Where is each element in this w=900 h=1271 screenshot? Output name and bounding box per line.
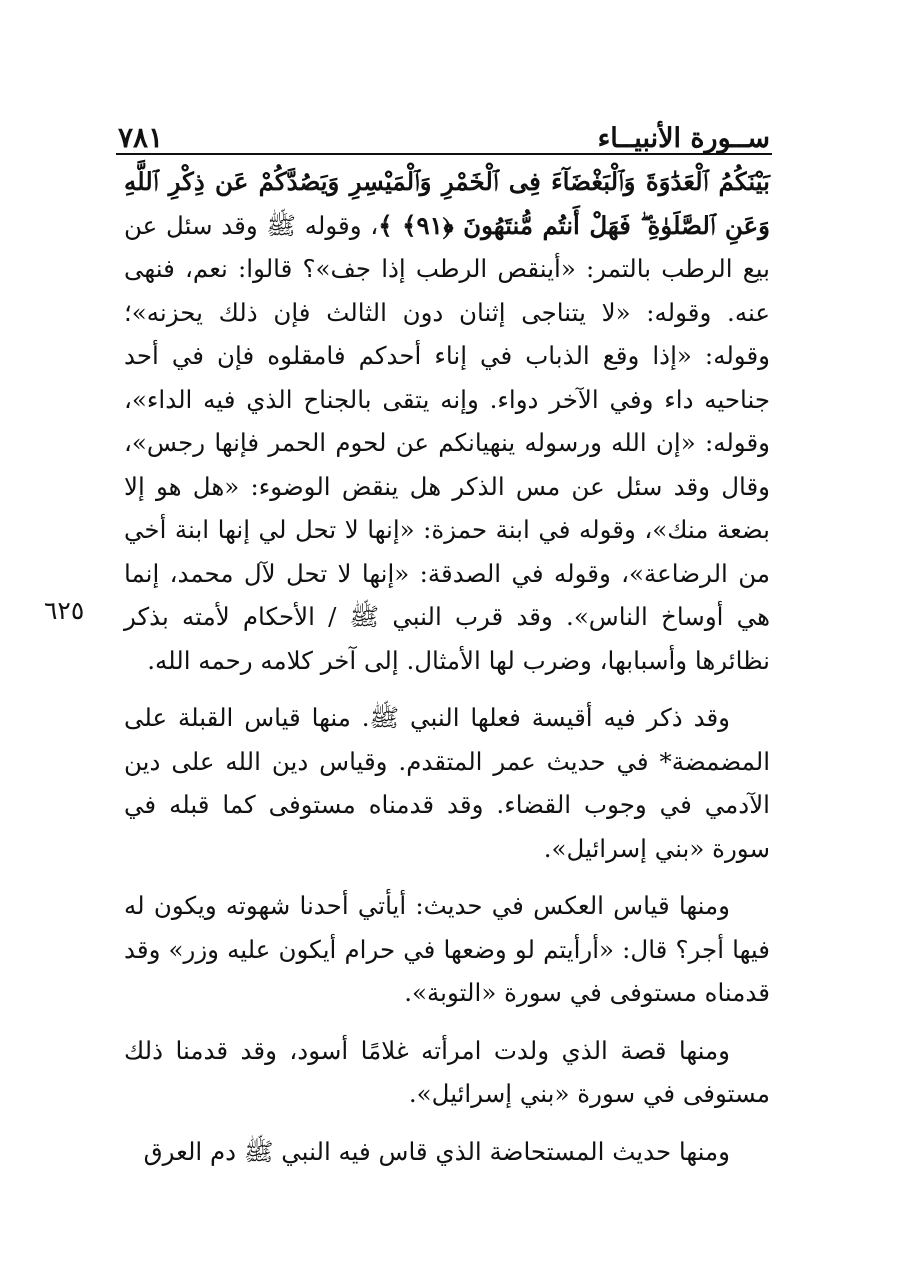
paragraph-1 [124, 160, 770, 682]
surah-title: ســورة الأنبيــاء [597, 123, 770, 154]
page-header [118, 112, 770, 152]
header-divider [116, 153, 772, 155]
page-number: ٧٨١ [118, 121, 164, 154]
paragraph-5: ومنها حديث المستحاضة الذي قاس فيه النبي ﷺ دم العرق [143, 1136, 730, 1166]
paragraph-2: وقد ذكر فيه أقيسة فعلها النبي ﷺ. منها قياس القبلة على المضمضة* في حديث عمر المتقدم. وقياس دين الله على دين الآدمي في وجوب القضاء. وقد قدمناه مستوفى كما قبله في سورة «بني إسرائيل». [124, 703, 770, 863]
margin-page-reference: ٦٢٥ [44, 596, 85, 625]
page-body [124, 160, 770, 1173]
paragraph-4: ومنها قصة الذي ولدت امرأته غلامًا أسود، وقد قدمنا ذلك مستوفى في سورة «بني إسرائيل». [124, 1035, 770, 1108]
paragraph-text: ، وقوله ﷺ وقد سئل عن بيع الرطب بالتمر: «أينقص الرطب إذا جف»؟ قالوا: نعم، فنهى عنه. وقوله: «لا يتناجى إثنان دون الثالث فإن ذلك يحزنه»؛ وقوله: «إذا وقع الذباب في إناء أحدكم فامقلوه فإن في أحد جناحيه داء وفي الآخر دواء. وإنه يتقى بالجناح الذي فيه الداء»، وقوله: «إن الله ورسوله ينهيانكم عن لحوم الحمر فإنها رجس»، وقال وقد سئل عن مس الذكر هل ينقض الوضوء: «هل هو إلا بضعة منك»، وقوله في ابنة حمزة: «إنها لا تحل لي إنها ابنة أخي من الرضاعة»، وقوله في الصدقة: «إنها لا تحل لآل محمد، إنما هي أوساخ الناس». وقد قرب النبي ﷺ / الأحكام لأمته بذكر نظائرها وأسبابها، وضرب لها الأمثال. إلى آخر كلامه رحمه الله. [124, 210, 770, 675]
paragraph-3: ومنها قياس العكس في حديث: أيأتي أحدنا شهوته ويكون له فيها أجر؟ قال: «أرأيتم لو وضعها في حرام أيكون عليه وزر» وقد قدمناه مستوفى في سورة «التوبة». [124, 891, 770, 1007]
quran-verse: بَيْنَكُمُ ٱلْعَدَٰوَةَ وَٱلْبَغْضَآءَ فِى ٱلْخَمْرِ وَٱلْمَيْسِرِ وَيَصُدَّكُمْ عَن ذِكْرِ ٱللَّهِ وَعَنِ ٱلصَّلَوٰةِ ۖ فَهَلْ أَنتُم مُّنتَهُونَ ﴿٩١﴾ ﴾ [124, 167, 771, 240]
